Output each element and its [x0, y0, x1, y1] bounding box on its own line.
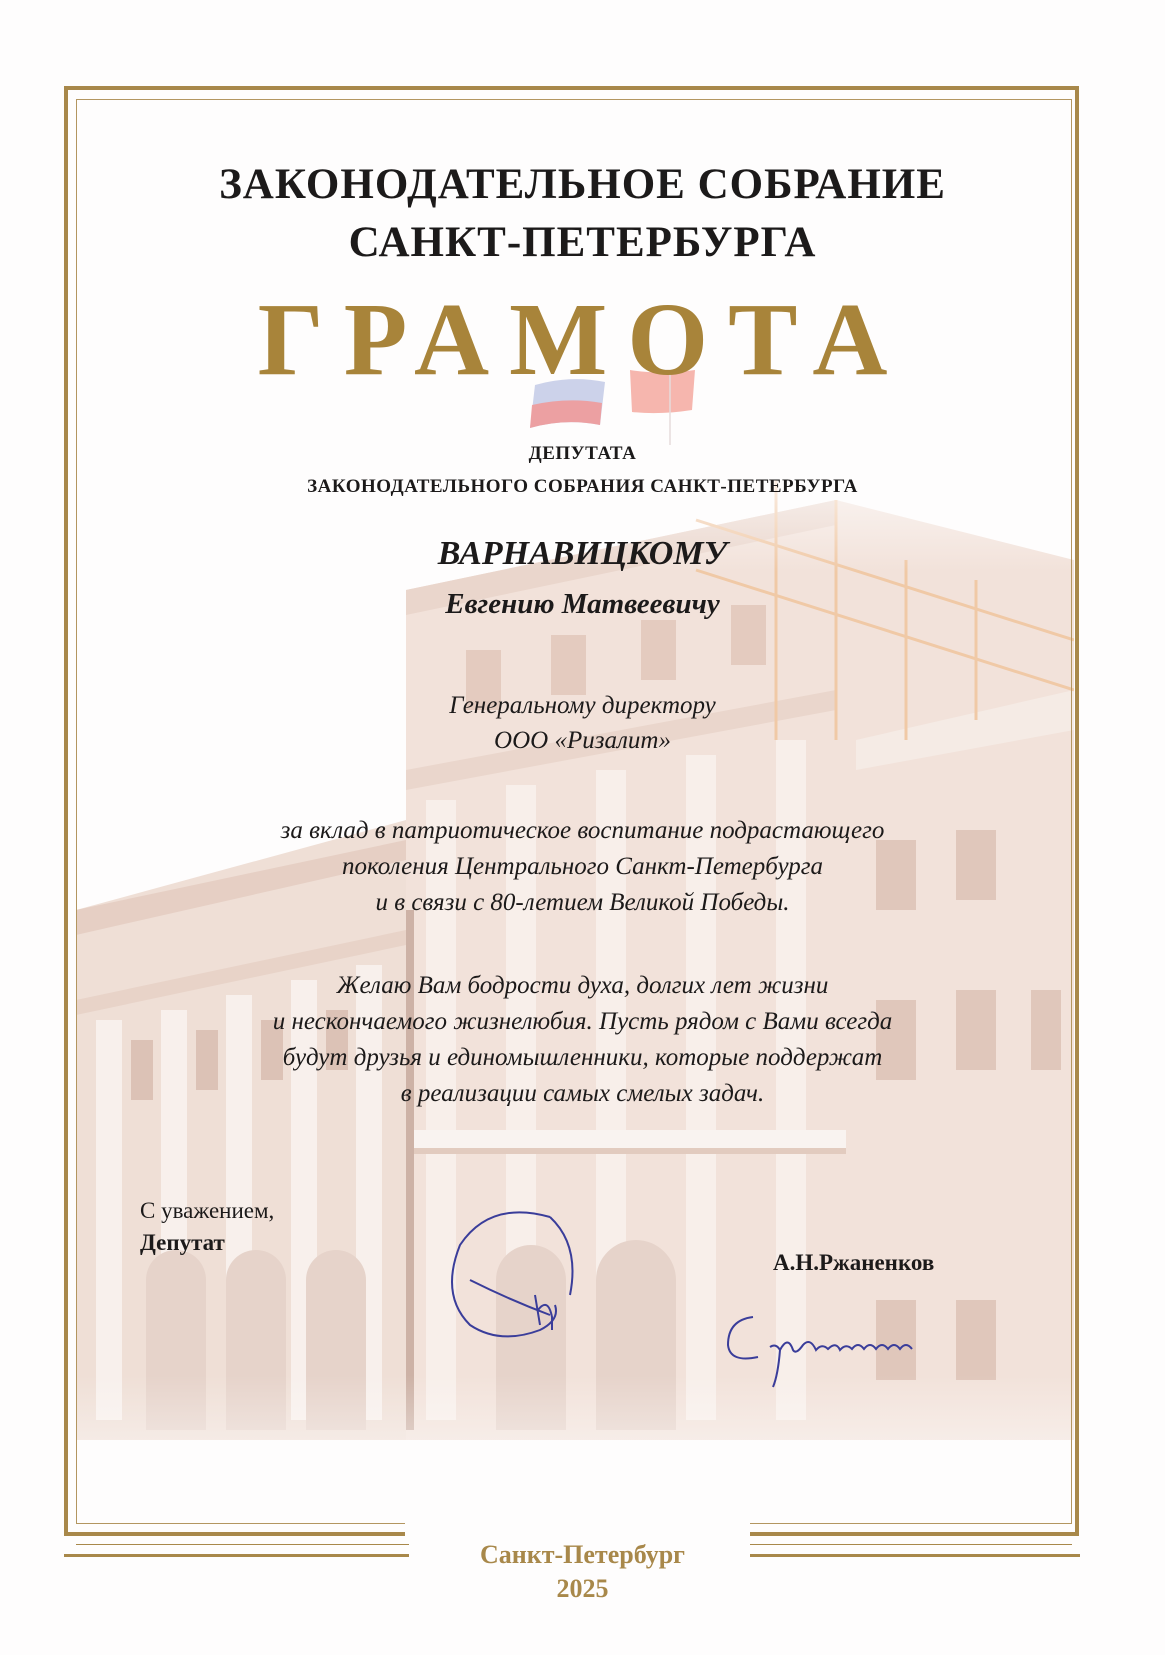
document-title: ГРАМОТА	[257, 282, 908, 397]
signer-name: А.Н.Ржаненков	[773, 1250, 935, 1275]
reason-line-2: поколения Центрального Санкт-Петербурга	[341, 853, 824, 880]
wishes-line-4: в реализации самых смелых задач.	[400, 1080, 765, 1107]
recipient-surname: ВАРНАВИЦКОМУ	[437, 535, 728, 572]
subtitle-line-1: ДЕПУТАТА	[528, 443, 637, 464]
recipient-position: Генеральному директору	[449, 692, 716, 719]
reason-line-3: и в связи с 80-летием Великой Победы.	[375, 889, 790, 916]
regards-text: С уважением,	[140, 1198, 275, 1223]
reason-line-1: за вклад в патриотическое воспитание подрастающего	[280, 817, 885, 844]
handwritten-signature	[430, 1205, 630, 1350]
subtitle-line-2: ЗАКОНОДАТЕЛЬНОГО СОБРАНИЯ САНКТ-ПЕТЕРБУРГА	[307, 476, 858, 497]
role-text: Депутат	[140, 1230, 225, 1255]
footer-city: Санкт-Петербург	[480, 1540, 685, 1569]
wishes-line-3: будут друзья и единомышленники, которые поддержат	[282, 1044, 883, 1071]
wishes-line-1: Желаю Вам бодрости духа, долгих лет жизни	[336, 972, 829, 999]
recipient-name: Евгению Матвеевичу	[445, 588, 720, 620]
recipient-company: ООО «Ризалит»	[494, 727, 671, 754]
footer-year: 2025	[556, 1574, 609, 1603]
handwritten-note	[718, 1305, 958, 1390]
header-line-2: САНКТ-ПЕТЕРБУРГА	[348, 219, 817, 266]
wishes-line-2: и нескончаемого жизнелюбия. Пусть рядом с Вами всегда	[272, 1008, 893, 1035]
header-line-1: ЗАКОНОДАТЕЛЬНОЕ СОБРАНИЕ	[219, 161, 946, 208]
